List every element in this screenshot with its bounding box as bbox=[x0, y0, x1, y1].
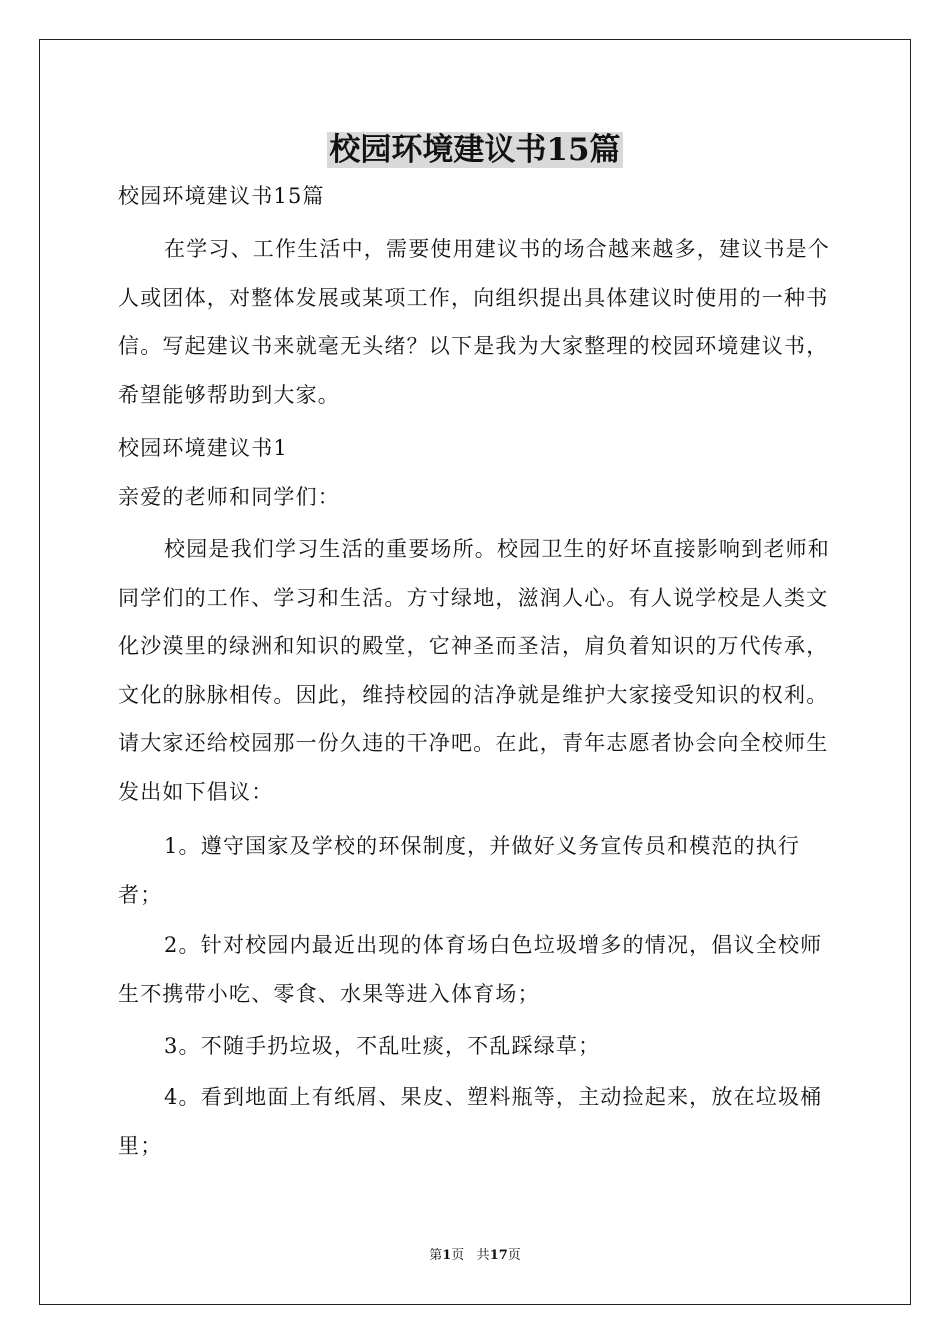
page-footer bbox=[0, 1246, 950, 1266]
footer-page-suffix: 页 bbox=[451, 1248, 465, 1263]
footer-total-suffix: 页 bbox=[507, 1248, 521, 1263]
paragraph-item-2: 2。针对校园内最近出现的体育场白色垃圾增多的情况，倡议全校师生不携带小吃、零食、水果等进入体育场； bbox=[118, 933, 823, 1006]
footer-page-prefix: 第 bbox=[429, 1248, 443, 1263]
paragraph-item-1: 1。遵守国家及学校的环保制度，并做好义务宣传员和模范的执行者； bbox=[118, 834, 801, 907]
paragraph-greeting: 亲爱的老师和同学们： bbox=[118, 485, 340, 509]
footer-total-prefix: 共 bbox=[476, 1248, 490, 1263]
document-title bbox=[0, 128, 950, 172]
footer-total-number: 17 bbox=[489, 1248, 508, 1263]
document-title-text: 校园环境建议书15篇 bbox=[329, 132, 621, 168]
paragraph-intro: 在学习、工作生活中，需要使用建议书的场合越来越多，建议书是个人或团体，对整体发展或某项工作，向组织提出具体建议时使用的一种书信。写起建议书来就毫无头绪？以下是我为大家整理的校园环境建议书，希望能够帮助到大家。 bbox=[118, 237, 830, 407]
paragraph-body: 校园是我们学习生活的重要场所。校园卫生的好坏直接影响到老师和同学们的工作、学习和生活。方寸绿地，滋润人心。有人说学校是人类文化沙漠里的绿洲和知识的殿堂，它神圣而圣洁，肩负着知识的万代传承，文化的脉脉相传。因此，维持校园的洁净就是维护大家接受知识的权利。请大家还给校园那一份久违的干净吧。在此，青年志愿者协会向全校师生发出如下倡议： bbox=[118, 537, 830, 804]
paragraph-item-4: 4。看到地面上有纸屑、果皮、塑料瓶等，主动捡起来，放在垃圾桶里； bbox=[118, 1085, 823, 1158]
paragraph-section-heading: 校园环境建议书1 bbox=[118, 436, 288, 460]
footer-page-number: 1 bbox=[442, 1248, 452, 1263]
paragraph-subtitle: 校园环境建议书15篇 bbox=[118, 184, 325, 208]
paragraph-item-3: 3。不随手扔垃圾，不乱吐痰，不乱踩绿草； bbox=[164, 1034, 601, 1058]
